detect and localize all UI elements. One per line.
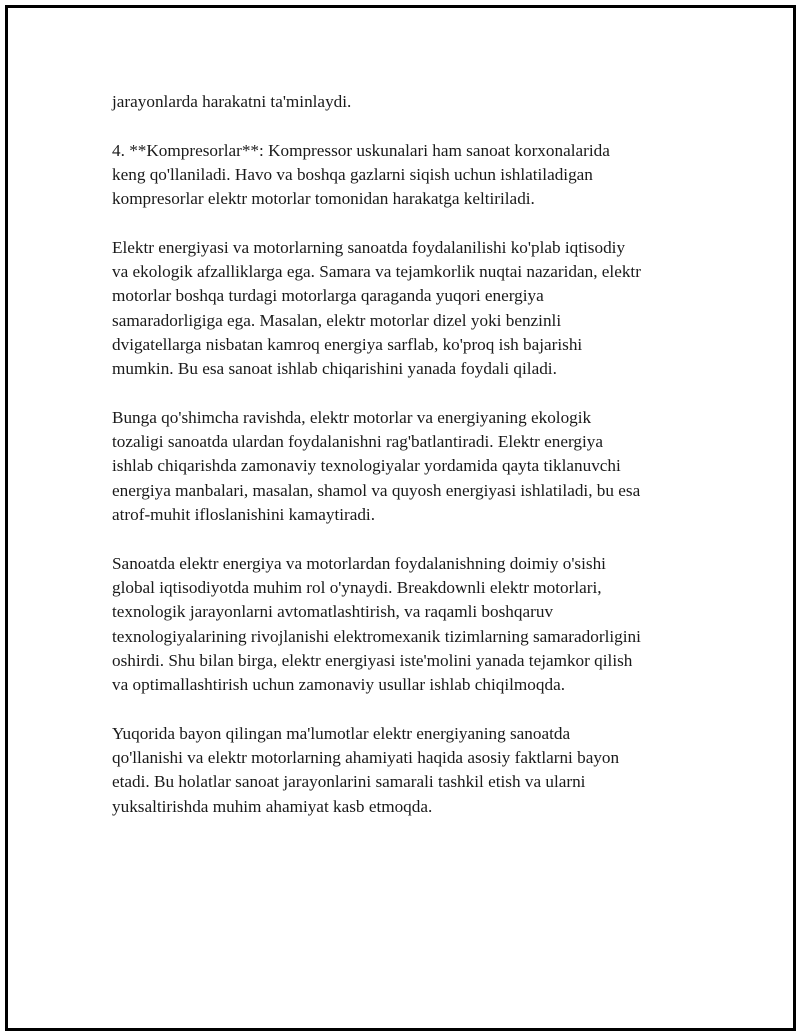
paragraph-conclusion: Yuqorida bayon qilingan ma'lumotlar elektr energiyaning sanoatda qo'llanishi va elektr motorlarning ahamiyati haqida asosiy faktlarni bayon etadi. Bu holatlar sanoat jarayonlarini samarali tashkil etish va ularni yuksaltirishda muhim ahamiyat kasb etmoqda. xyxy=(112,723,620,816)
document-body xyxy=(112,90,712,843)
paragraph-growth: Sanoatda elektr energiya va motorlardan foydalanishning doimiy o'sishi global iqtisodiyotda muhim rol o'ynaydi. Breakdownli elektr motorlari, texnologik jarayonlarni avtomatlashtirish, va raqamli boshqaruv texnologiyalarining rivojlanishi elektromexanik tizimlarning samaradorligini oshirdi. Shu bilan birga, elektr energiyasi iste'molini yanada tejamkor qilish va optimallashtirish uchun zamonaviy usullar ishlab chiqilmoqda. xyxy=(112,553,641,695)
paragraph-advantages: Elektr energiyasi va motorlarning sanoatda foydalanilishi ko'plab iqtisodiy va ekologik afzalliklarga ega. Samara va tejamkorlik nuqtai nazaridan, elektr motorlar boshqa turdagi motorlarga qaraganda yuqori energiya samaradorligiga ega. Masalan, elektr motorlar dizel yoki benzinli dvigatellarga nisbatan kamroq energiya sarflab, ko'proq ish bajarishi mumkin. Bu esa sanoat ishlab chiqarishini yanada foydali qiladi. xyxy=(112,237,641,379)
paragraph-continuation: jarayonlarda harakatni ta'minlaydi. xyxy=(112,92,352,111)
paragraph-ecology: Bunga qo'shimcha ravishda, elektr motorlar va energiyaning ekologik tozaligi sanoatda ulardan foydalanishni rag'batlantiradi. Elektr energiya ishlab chiqarishda zamonaviy texnologiyalar yordamida qayta tiklanuvchi energiya manbalari, masalan, shamol va quyosh energiyasi ishlatiladi, bu esa atrof-muhit ifloslanishini kamaytiradi. xyxy=(112,407,641,525)
paragraph-kompresorlar: 4. **Kompresorlar**: Kompressor uskunalari ham sanoat korxonalarida keng qo'llaniladi. Havo va boshqa gazlarni siqish uchun ishlatiladigan kompresorlar elektr motorlar tomonidan harakatga keltiriladi. xyxy=(112,140,610,209)
